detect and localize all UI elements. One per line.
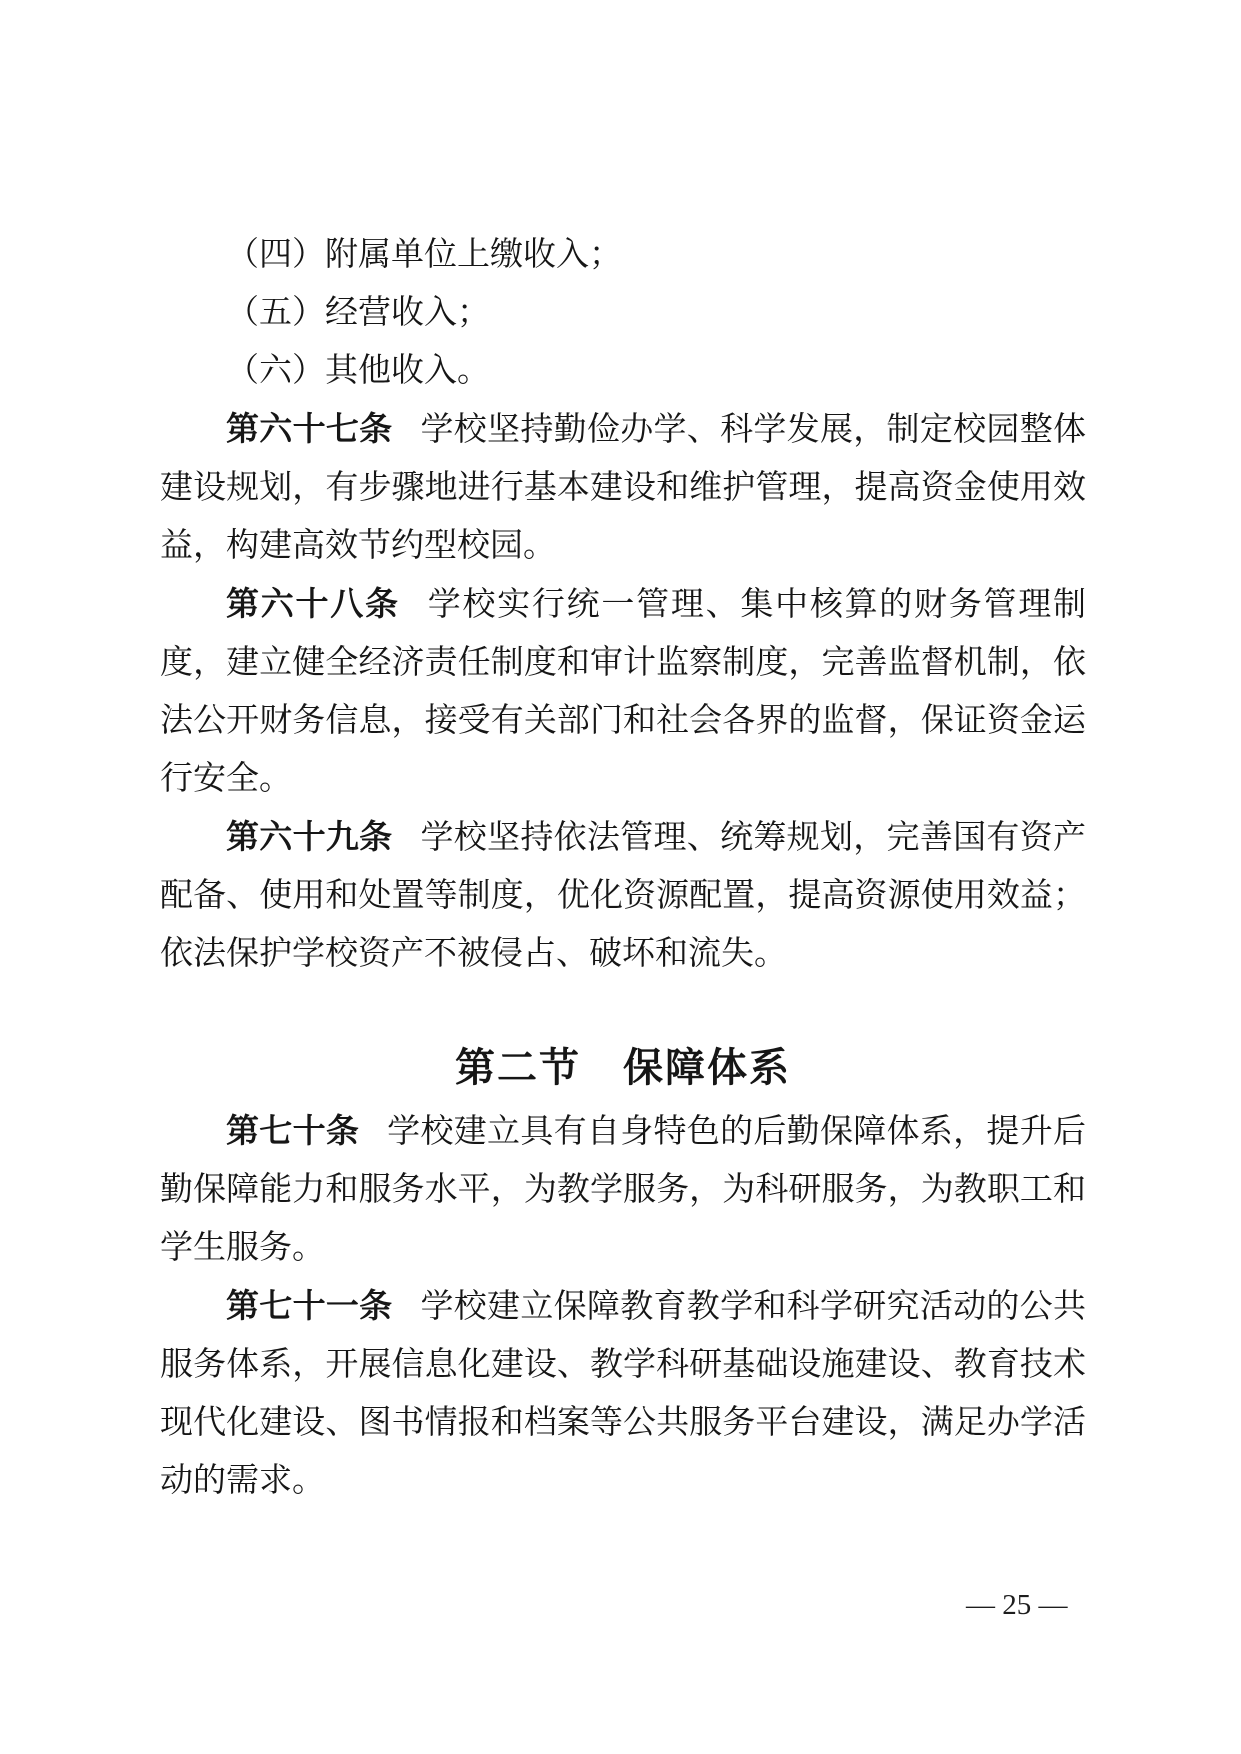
article-68-paragraph	[160, 575, 1086, 808]
article-67-paragraph	[160, 400, 1086, 575]
article-71-number: 第七十一条	[226, 1287, 393, 1324]
article-68-text: 学校实行统一管理、集中核算的财务管理制度，建立健全经济责任制度和审计监察制度，完善监督机制，依法公开财务信息，接受有关部门和社会各界的监督，保证资金运行安全。	[160, 587, 1087, 797]
document-body	[160, 226, 1086, 1510]
list-item-income-6: （六）其他收入。	[226, 353, 490, 389]
article-69-number: 第六十九条	[226, 818, 393, 855]
article-70-number: 第七十条	[226, 1112, 360, 1149]
article-71-text: 学校建立保障教育教学和科学研究活动的公共服务体系，开展信息化建设、教学科研基础设施建设、教育技术现代化建设、图书情报和档案等公共服务平台建设，满足办学活动的需求。	[160, 1289, 1087, 1499]
list-item-income-5: （五）经营收入；	[226, 295, 490, 331]
article-69-text: 学校坚持依法管理、统筹规划，完善国有资产配备、使用和处置等制度，优化资源配置，提高资源使用效益；依法保护学校资产不被侵占、破坏和流失。	[160, 820, 1087, 972]
article-69-paragraph	[160, 808, 1086, 983]
article-68-number: 第六十八条	[226, 585, 400, 622]
article-67-number: 第六十七条	[226, 410, 393, 447]
article-71-paragraph	[160, 1277, 1086, 1510]
section-heading: 第二节 保障体系	[455, 1046, 791, 1090]
article-67-text: 学校坚持勤俭办学、科学发展，制定校园整体建设规划，有步骤地进行基本建设和维护管理，提高资金使用效益，构建高效节约型校园。	[160, 412, 1087, 564]
page-number	[966, 1588, 1096, 1622]
article-70-text: 学校建立具有自身特色的后勤保障体系，提升后勤保障能力和服务水平，为教学服务，为科研服务，为教职工和学生服务。	[160, 1114, 1087, 1266]
list-item-income-4: （四）附属单位上缴收入；	[226, 237, 622, 273]
page-number-text: — 25 —	[966, 1589, 1068, 1621]
article-70-paragraph	[160, 1102, 1086, 1277]
